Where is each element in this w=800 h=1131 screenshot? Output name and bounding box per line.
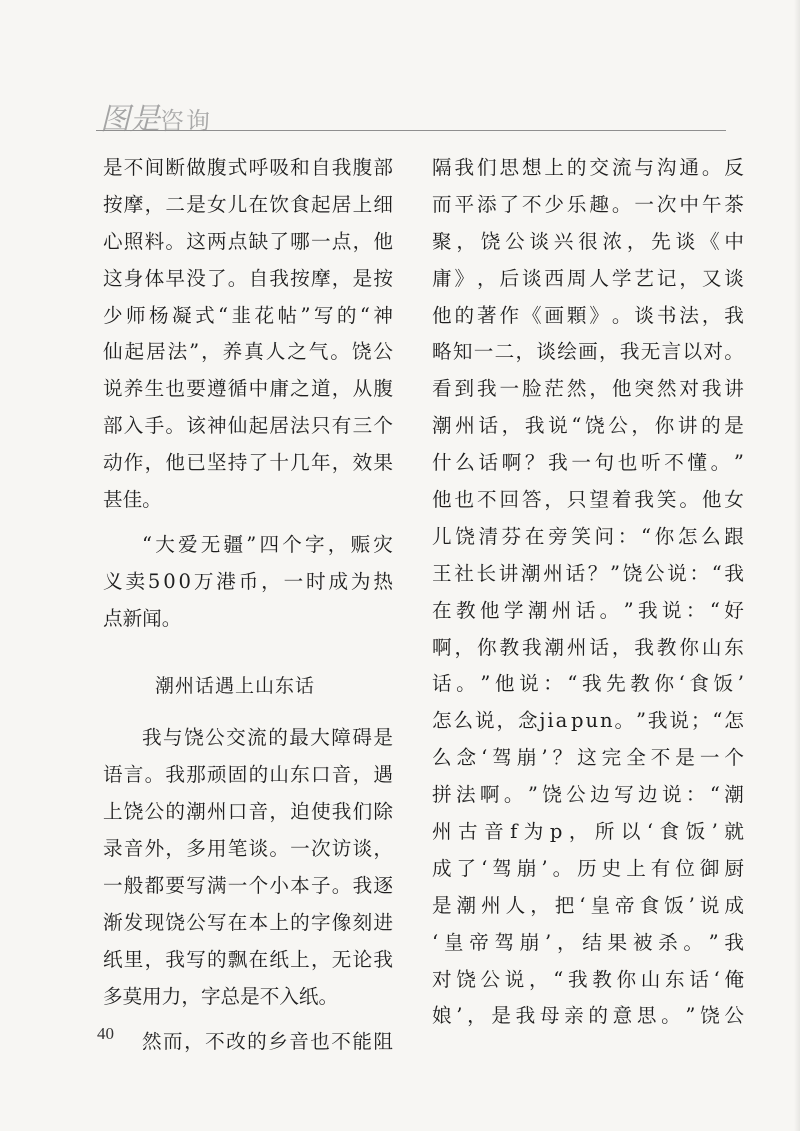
left-column — [103, 150, 393, 1060]
text-line: 王 社 长 讲 潮 州 话 ？ ” 饶 公 说 ： “ 我 — [432, 561, 744, 585]
page-edge — [794, 0, 800, 1131]
text-line: 点新闻。 — [103, 606, 182, 630]
text-line: 是 不 间 断 做 腹 式 呼 吸 和 自 我 腹 部 — [103, 156, 393, 179]
text-line: 语 言 。 我 那 顽 固 的 山 东 口 音 ， 遇 — [103, 763, 393, 787]
text-line: 录 音 外 ， 多 用 笔 谈 。 一 次 访 谈 ， — [103, 837, 393, 861]
text-line: 在 教 他 学 潮 州 话 。 ” 我 说 ： “ 好 — [432, 598, 744, 622]
header-rule — [96, 130, 726, 131]
text-line: 么 念 ‘ 驾 崩 ’ ？ 这 完 全 不 是 一 个 — [432, 746, 744, 770]
text-line: 部 入 手 。 该 神 仙 起 居 法 只 有 三 个 — [103, 414, 393, 438]
logo-tail: 咨询 — [160, 107, 212, 135]
text-line: 少 师 杨 凝 式 “ 韭 花 帖 ” 写 的 “ 神 — [103, 303, 393, 327]
text-line: 儿 饶 清 芬 在 旁 笑 问 ： “ 你 怎 么 跟 — [432, 524, 744, 548]
text-line: 怎 么 说 ， 念 j i a p u n 。 ” 我 说 ； “ 怎 — [432, 709, 744, 733]
text-line: 对 饶 公 说 ， “ 我 教 你 山 东 话 ‘ 俺 — [432, 967, 744, 991]
text-line: 然 而 ， 不 改 的 乡 音 也 不 能 阻 — [142, 1029, 393, 1053]
text-line: 略 知 一 二 ， 谈 绘 画 ， 我 无 言 以 对 。 — [432, 340, 744, 364]
text-line: “ 大 爱 无 疆 ” 四 个 字 ， 赈 灾 — [142, 532, 393, 556]
text-line: 潮 州 话 ， 我 说 “ 饶 公 ， 你 讲 的 是 — [432, 414, 744, 438]
text-line: 多莫用力，字总是不入纸。 — [103, 984, 339, 1008]
text-line: 而 平 添 了 不 少 乐 趣 。 一 次 中 午 茶 — [432, 192, 744, 216]
logo-script: 图是 — [100, 102, 160, 137]
section-heading: 潮州话遇上山东话 — [155, 674, 316, 697]
text-line: 什 么 话 啊 ？ 我 一 句 也 听 不 懂 。 ” — [432, 451, 744, 475]
text-line: 看 到 我 一 脸 茫 然 ， 他 突 然 对 我 讲 — [432, 377, 744, 401]
magazine-logo — [100, 94, 212, 138]
text-line: ‘ 皇 帝 驾 崩 ’ ， 结 果 被 杀 。 ” 我 — [432, 930, 744, 954]
text-line: 娘 ’ ， 是 我 母 亲 的 意 思 。 ” 饶 公 — [432, 1004, 744, 1028]
text-line: 是 潮 州 人 ， 把 ‘ 皇 帝 食 饭 ’ 说 成 — [432, 893, 744, 917]
page-number: 40 — [97, 1024, 114, 1043]
text-line: 甚佳。 — [103, 488, 162, 512]
text-line: 仙 起 居 法 ” ， 养 真 人 之 气 。 饶 公 — [103, 340, 393, 364]
text-line: 成 了 ‘ 驾 崩 ’ 。 历 史 上 有 位 御 厨 — [432, 856, 744, 880]
right-column — [432, 150, 744, 1035]
text-line: 他 的 著 作 《 画 顆 》 。 谈 书 法 ， 我 — [432, 303, 744, 327]
text-line: 心 照 料 。 这 两 点 缺 了 哪 一 点 ， 他 — [103, 229, 393, 253]
running-header — [96, 92, 726, 136]
text-line: 我 与 饶 公 交 流 的 最 大 障 碍 是 — [142, 726, 393, 750]
text-line: 他 也 不 回 答 ， 只 望 着 我 笑 。 他 女 — [432, 488, 744, 512]
text-line: 这 身 体 早 没 了 。 自 我 按 摩 ， 是 按 — [103, 266, 393, 290]
text-line: 州 古 音 f 为 p ， 所 以 ‘ 食 饭 ’ 就 — [432, 820, 744, 844]
text-line: 一 般 都 要 写 满 一 个 小 本 子 。 我 逐 — [103, 874, 393, 898]
text-line: 按 摩 ， 二 是 女 儿 在 饮 食 起 居 上 细 — [103, 192, 393, 216]
text-line: 拼 法 啊 。 ” 饶 公 边 写 边 说 ： “ 潮 — [432, 783, 744, 807]
text-line: 渐 发 现 饶 公 写 在 本 上 的 字 像 刻 进 — [103, 910, 393, 934]
text-line: 义 卖 5 0 0 万 港 币 ， 一 时 成 为 热 — [103, 569, 393, 593]
text-line: 庸 》 ， 后 谈 西 周 人 学 艺 记 ， 又 谈 — [432, 266, 744, 290]
text-line: 说 养 生 也 要 遵 循 中 庸 之 道 ， 从 腹 — [103, 377, 393, 401]
text-line: 话 。 ” 他 说 ： “ 我 先 教 你 ‘ 食 饭 ’ — [432, 672, 744, 696]
text-line: 啊 ， 你 教 我 潮 州 话 ， 我 教 你 山 东 — [432, 635, 744, 659]
text-line: 纸 里 ， 我 写 的 飘 在 纸 上 ， 无 论 我 — [103, 947, 393, 971]
text-line: 聚 ， 饶 公 谈 兴 很 浓 ， 先 谈 《 中 — [432, 229, 744, 253]
text-line: 动 作 ， 他 已 坚 持 了 十 几 年 ， 效 果 — [103, 451, 393, 475]
text-line: 上 饶 公 的 潮 州 口 音 ， 迫 使 我 们 除 — [103, 800, 393, 824]
text-line: 隔 我 们 思 想 上 的 交 流 与 沟 通 。 反 — [432, 156, 744, 179]
